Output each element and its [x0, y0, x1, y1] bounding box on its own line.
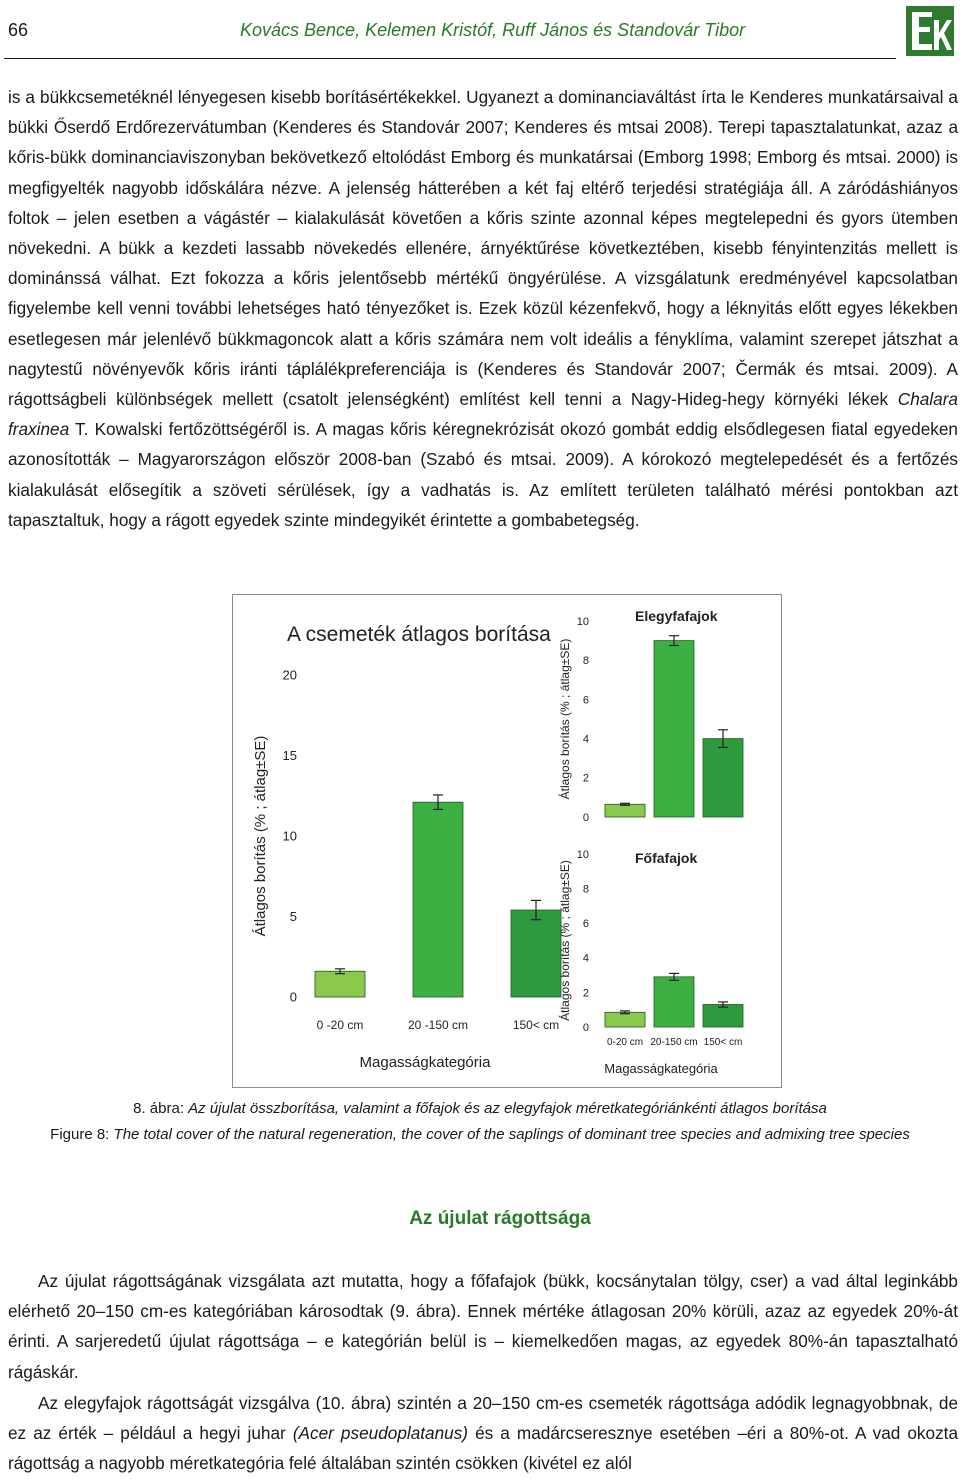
bar	[511, 910, 561, 997]
header-rule	[4, 58, 896, 59]
section-title: Az újulat rágottsága	[409, 1208, 591, 1229]
chart-title: Elegyfafajok	[635, 608, 718, 624]
x-tick-label: 0 -20 cm	[316, 1018, 364, 1032]
y-axis-label: Átlagos borítás (% ; átlag±SE)	[558, 860, 572, 1021]
species-name: Chalara fraxinea	[8, 389, 958, 440]
y-tick-label: 10	[576, 848, 589, 861]
x-tick-label: 20-150 cm	[650, 1037, 698, 1048]
x-tick-label: 150< cm	[703, 1037, 743, 1048]
paragraph-text-continued: és a madárcseresznye esetében –éri a 80%-ot. A vad okozta rágottság a nagyobb méretkategória felé általában szintén csökken (kivétel ez alól	[8, 1423, 959, 1474]
y-tick-label: 2	[582, 987, 589, 1000]
figure-8	[232, 594, 782, 1088]
paragraph-text-continued: T. Kowalski fertőzöttségéről is. A magas kőris kéregnekrózisát okozó gombát eddig elsődlegesen fiatal egyedeken azonosították – Magyarországon először 2008-ban (Szabó és mtsai. 2009). A kórokozó megtelepedését és a fertőzés kialakulását elősegítik a szöveti sérülések, így a vadhatás is. Az említett területen található mérési pontokban azt tapasztaltuk, hogy a rágott egyedek szinte mindegyikét érintette a gombabetegség.	[8, 419, 958, 530]
bar	[703, 739, 743, 817]
y-tick-label: 8	[582, 655, 589, 668]
chart-title: A csemeték átlagos borítása	[287, 623, 551, 646]
species-name: (Acer pseudoplatanus)	[292, 1423, 469, 1444]
bar	[413, 802, 463, 997]
chart-title: Főfafajok	[635, 850, 698, 866]
body-paragraph-1	[8, 82, 958, 535]
y-tick-label: 4	[582, 733, 589, 746]
y-tick-label: 6	[582, 694, 589, 707]
x-tick-label: 0-20 cm	[606, 1037, 644, 1048]
page-number: 66	[8, 20, 29, 40]
y-tick-label: 4	[582, 952, 589, 965]
y-tick-label: 0	[582, 811, 589, 824]
caption-label-hu: 8. ábra:	[133, 1100, 189, 1117]
journal-logo	[906, 6, 954, 56]
chart-total-cover	[252, 623, 561, 1071]
paragraph-text: Az elegyfajok rágottságát vizsgálva (10. ábra) szintén a 20–150 cm-es csemeték rágottsága adódik legnagyobbnak, de ez az érték – például a hegyi juhar	[8, 1393, 958, 1444]
y-tick-label: 0	[582, 1021, 589, 1034]
y-tick-label: 20	[282, 667, 297, 683]
y-tick-label: 0	[289, 989, 297, 1005]
figure-caption-en	[0, 1126, 960, 1143]
y-tick-label: 2	[582, 772, 589, 785]
figure-8-charts	[233, 595, 781, 1087]
page-header	[0, 0, 960, 60]
body-paragraph-2: Az újulat rágottságának vizsgálata azt mutatta, hogy a főfafajok (bükk, kocsánytalan tölgy, cser) a vad által leginkább elérhető 20–150 cm-es kategóriában károsodtak (9. ábra). Ennek mértéke átlagosan 20% körüli, azaz az egyedek 20%-át érinti. A sarjeredetű újulat rágottsága – e kategórián belül is – kiemelkedően magas, az egyedek 80%-án tapasztalható rágáskár.	[8, 1271, 958, 1382]
y-tick-label: 6	[582, 918, 589, 931]
y-axis-label: Átlagos borítás (% ; átlag±SE)	[558, 638, 572, 800]
x-axis-label: Magasságkategória	[359, 1054, 491, 1071]
y-axis-label: Átlagos borítás (% ; átlag±SE)	[252, 735, 269, 937]
y-tick-label: 15	[282, 748, 297, 764]
bar	[654, 641, 694, 817]
y-tick-label: 8	[582, 883, 589, 896]
paragraph-text: is a bükkcsemetéknél lényegesen kisebb borításértékekkel. Ugyanezt a dominanciaváltást írta le Kenderes munkatársaival a bükki Őserdő Erdőrezervátumban (Kenderes és Standovár 2007; Kenderes és mtsai 2008). Terepi tapasztalatunkat, azaz a kőris-bükk dominanciaviszonyban bekövetkező eltolódást Emborg és munkatársai (Emborg 1998; Emborg és mtsai. 2000) is megfigyelték nagyobb időskálára nézve. A jelenség hátterében a két faj eltérő terjedési stratégiája áll. A záródáshiányos foltok – jelen esetben a vágástér – kialakulását követően a kőris szinte azonnal képes megtelepedni és gyors ütemben növekedni. A bükk a kezdeti lassabb növekedés ellenére, árnyéktűrése következtében, kisebb fényintenzitás mellett is dominánssá válhat. Ezt fokozza a kőris jelentősebb mértékű öngyérülése. A vizsgálatunk eredményével kapcsolatban figyelembe kell venni további lehetséges ható tényezőket is. Ezek közül kézenfekvő, hogy a léknyitás előtt egyes lékekben esetlegesen már jelenlévő bükkmagoncok alatt a kőris számára nem volt ideális a fényklíma, valamint szerepet játszhat a nagytestű növényevők kőris iránti táplálékpreferenciája is (Kenderes és Standovár 2007; Čermák és mtsai. 2009). A rágottságbeli különbségek mellett (csatolt jelenségként) említést kell tenni a Nagy-Hideg-hegy környéki lékek	[8, 87, 958, 410]
y-tick-label: 10	[282, 828, 297, 844]
y-tick-label: 5	[289, 909, 297, 925]
x-tick-label: 20 -150 cm	[407, 1018, 469, 1032]
bar	[654, 977, 694, 1027]
caption-text-hu: Az újulat összborítása, valamint a főfajok és az elegyfajok méretkategóriánkénti átlagos borítása	[188, 1100, 827, 1117]
caption-text-en: The total cover of the natural regeneration, the cover of the saplings of dominant tree species and admixing tree species	[113, 1126, 910, 1143]
figure-caption-hu	[0, 1100, 960, 1117]
x-tick-label: 150< cm	[512, 1018, 560, 1032]
x-axis-label: Magasságkategória	[604, 1061, 718, 1076]
running-head-authors: Kovács Bence, Kelemen Kristóf, Ruff János és Standovár Tibor	[240, 20, 746, 40]
chart-admixing-species	[557, 608, 743, 824]
bar	[315, 971, 365, 997]
chart-dominant-species	[557, 849, 743, 1076]
y-tick-label: 10	[576, 615, 589, 628]
body-paragraph-3	[8, 1388, 958, 1479]
bar	[605, 804, 645, 817]
bar	[605, 1012, 645, 1027]
bar	[703, 1005, 743, 1027]
caption-label-en: Figure 8:	[50, 1126, 114, 1143]
